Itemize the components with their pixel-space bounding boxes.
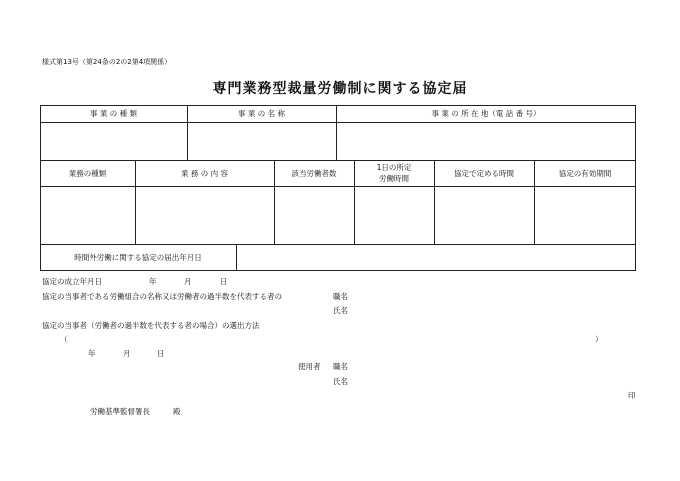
overtime-notification-field[interactable] [236,244,636,271]
header-daily-hours-line2: 労働時間 [379,174,409,183]
agreement-month: 月 [184,277,192,286]
union-representative-line: 協定の当事者である労働組合の名称又は労働者の過半数を代表する者の [42,292,282,301]
header-business-type: 事 業 の 種 類 [89,109,138,118]
worker-count-field[interactable] [274,186,354,244]
agreement-day: 日 [220,277,228,286]
seal-mark: 印 [628,391,636,400]
employer-name-label: 氏名 [333,377,348,386]
submission-year: 年 [88,349,96,358]
header-worker-count: 該当労働者数 [291,168,337,178]
paren-close: ） [595,335,603,344]
union-name-label: 氏名 [333,306,348,315]
paren-open: （ [60,335,68,344]
business-name-field[interactable] [187,122,336,160]
selection-method-label: 協定の当事者（労働者の過半数を代表する者の場合）の選出方法 [42,321,260,330]
header-work-content: 業 務 の 内 容 [180,168,229,178]
daily-hours-field[interactable] [354,186,434,244]
business-type-field[interactable] [40,122,187,160]
header-agreed-hours: 協定で定める時間 [454,168,514,178]
header-daily-hours-line1: 1日の所定 [376,163,412,172]
form-number: 様式第13号（第24条の2の2第4項関係） [42,58,172,66]
header-validity-period: 協定の有効期間 [558,168,612,178]
employer-label: 使用者 [298,362,321,371]
header-business-address: 事 業 の 所 在 地（電 話 番 号） [431,109,541,118]
submission-month: 月 [123,349,131,358]
work-type-field[interactable] [40,186,135,244]
page-title: 専門業務型裁量労働制に関する協定届 [212,81,468,97]
work-content-field[interactable] [135,186,274,244]
agreed-hours-field[interactable] [434,186,534,244]
submission-day: 日 [157,349,165,358]
agreement-date-label: 協定の成立年月日 [42,277,102,286]
overtime-notification-label: 時間外労働に関する協定の届出年月日 [74,253,202,262]
union-position-label: 職名 [333,292,348,301]
addressee-label: 労働基準監督署長 [90,407,150,416]
honorific-label: 殿 [173,407,181,416]
header-daily-hours [354,160,434,186]
employer-position-label: 職名 [333,362,348,371]
header-business-name: 事 業 の 名 称 [237,109,286,118]
agreement-year: 年 [149,277,157,286]
business-address-field[interactable] [336,122,636,160]
header-work-type: 業務の種類 [68,168,107,178]
selection-method-field[interactable] [72,334,592,345]
validity-period-field[interactable] [534,186,636,244]
